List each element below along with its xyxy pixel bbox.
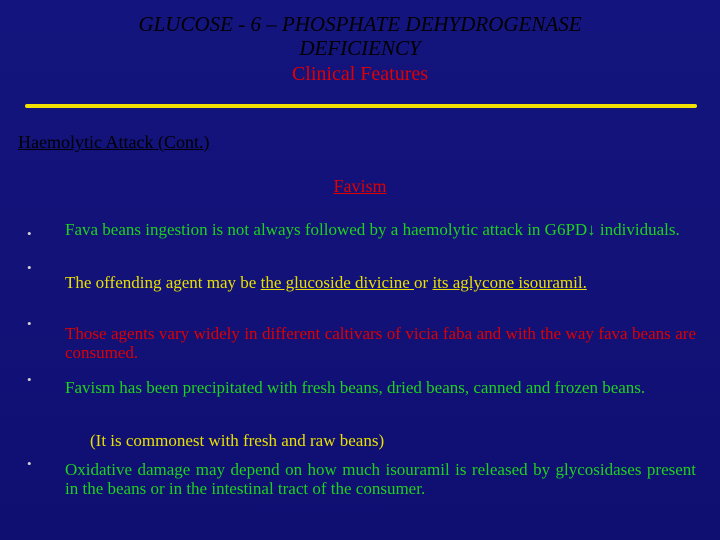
bullet-marker-3: •	[27, 316, 32, 331]
bullet-marker-1: •	[27, 226, 32, 241]
section-heading: Haemolytic Attack (Cont.)	[18, 132, 210, 152]
title-divider	[25, 104, 697, 108]
bullet-marker-5: •	[27, 456, 32, 471]
bullet-marker-2: •	[27, 260, 32, 275]
bullet-marker-4: •	[27, 372, 32, 387]
bullet-text-3: Those agents vary widely in different caltivars of vicia faba and with the way fava beans are consumed.	[65, 324, 696, 362]
bullet-text-5: Oxidative damage may depend on how much isouramil is released by glycosidases present in the beans or in the intestinal tract of the consumer.	[65, 460, 696, 498]
bullet-text-2	[65, 273, 696, 292]
bullet-2-underlined-1: the glucoside divicine	[260, 273, 415, 292]
title-line-1: GLUCOSE - 6 – PHOSPHATE DEHYDROGENASE	[138, 12, 582, 36]
favism-subheading: Favism	[333, 176, 387, 196]
title-line-2: DEFICIENCY	[299, 36, 421, 60]
bullet-2-pre: The offending agent may be	[65, 273, 261, 292]
title-subtitle: Clinical Features	[291, 63, 429, 85]
bullet-2-underlined-2: its aglycone isouramil.	[432, 273, 587, 292]
bullet-2-mid: or	[414, 273, 433, 292]
bullet-text-1: Fava beans ingestion is not always followed by a haemolytic attack in G6PD↓ individuals.	[65, 220, 680, 239]
parenthetical-note: (It is commonest with fresh and raw beans)	[90, 431, 385, 450]
bullet-text-4: Favism has been precipitated with fresh beans, dried beans, canned and frozen beans.	[65, 378, 646, 397]
